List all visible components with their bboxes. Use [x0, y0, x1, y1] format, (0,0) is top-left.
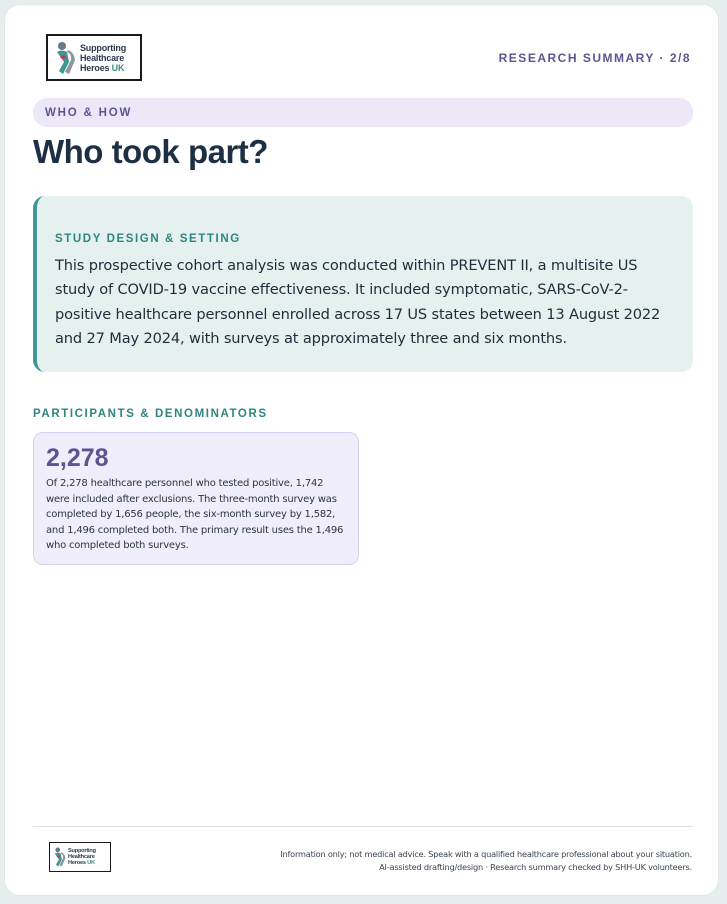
summary-page	[4, 4, 719, 896]
stat-number: 2,278	[46, 444, 109, 472]
footer-logo-wordmark: Supporting Healthcare Heroes UK	[68, 847, 96, 867]
participants-heading: PARTICIPANTS & DENOMINATORS	[33, 408, 268, 420]
awareness-ribbon-icon	[54, 40, 76, 76]
brand-logo	[46, 34, 142, 81]
study-design-heading: STUDY DESIGN & SETTING	[55, 233, 241, 245]
study-design-text: This prospective cohort analysis was conducted within PREVENT II, a multisite US study of COVID-19 vaccine effectiveness. It included symptomatic, SARS-CoV-2-positive healthcare personnel enrolled across 17 US states between 13 August 2022 and 27 May 2024, with surveys at approximately three and six months.	[55, 257, 661, 347]
page-indicator: RESEARCH SUMMARY · 2/8	[498, 51, 691, 65]
footer-disclaimer	[280, 848, 692, 873]
participants-stat-card	[33, 432, 359, 565]
stat-description: Of 2,278 healthcare personnel who tested positive, 1,742 were included after exclusions. The three-month survey was completed by 1,656 people, the six-month survey by 1,582, and 1,496 completed both. The primary result uses the 1,496 who completed both surveys.	[46, 478, 344, 552]
footer-disclaimer-line1: Information only; not medical advice. Speak with a qualified healthcare professional about your situation.	[280, 849, 692, 859]
awareness-ribbon-icon	[53, 846, 66, 868]
logo-wordmark: Supporting Healthcare Heroes UK	[80, 42, 126, 73]
footer-disclaimer-line2: AI-assisted drafting/design · Research summary checked by SHH-UK volunteers.	[379, 861, 692, 872]
page-title: Who took part?	[33, 133, 268, 170]
section-pill: WHO & HOW	[33, 98, 693, 127]
footer-logo	[49, 842, 111, 872]
study-design-card	[33, 196, 693, 372]
footer-divider	[33, 826, 693, 827]
